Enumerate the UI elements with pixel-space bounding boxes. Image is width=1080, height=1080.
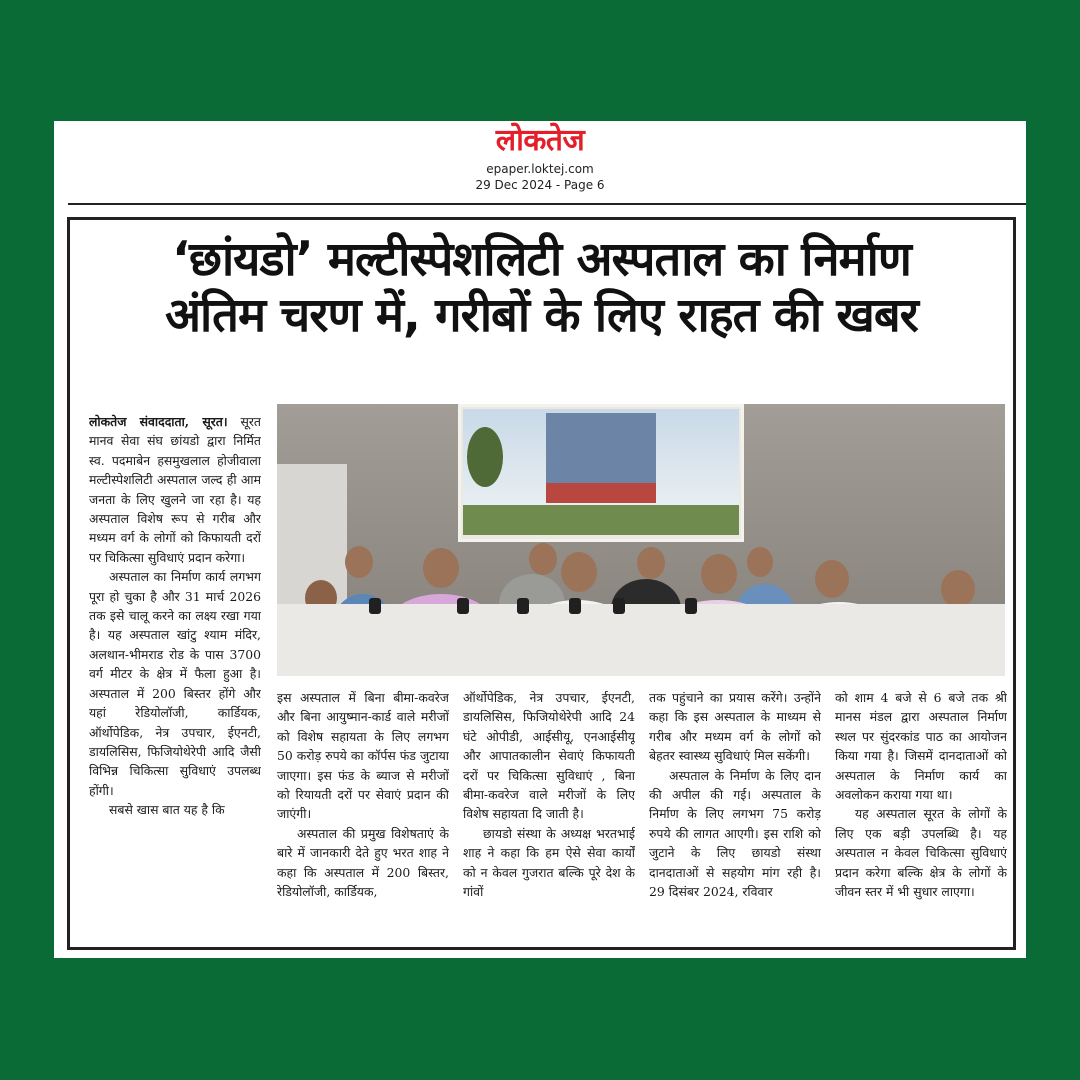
article-column-5 [835, 688, 1007, 942]
article-headline [70, 232, 1013, 344]
col1-paragraph-2: अस्पताल का निर्माण कार्य लगभग पूरा हो चुका है और 31 मार्च 2026 तक इसे चालू करने का लक्ष्य रखा गया है। यह अस्पताल खांटु श्याम मंदिर, अलथान-भीमराड रोड के पास 3700 वर्ग मीटर के क्षेत्र में फैला हुआ है। अस्पताल में 200 बिस्तर होंगे और यहां रेडियोलॉजी, कार्डियक, ऑर्थोपेडिक, नेत्र उपचार, ईएनटी, डायलिसिस, फिजियोथेरेपी आदि जैसी विभिन्न चिकित्सा सुविधाएं उपलब्ध होंगी। [89, 569, 261, 798]
photo-person-head [637, 547, 665, 579]
masthead [54, 121, 1026, 203]
col4-paragraph-2: अस्पताल के निर्माण के लिए दान की अपील की गई। अस्पताल के निर्माण के लिए लगभग 75 करोड़ रुपये की लागत आएगी। इस राशि को जुटाने के लिए छायडो संस्था दानदाताओं से सहयोग मांग रही है। 29 दिसंबर 2024, रविवार [649, 767, 821, 900]
col4-paragraph-1: तक पहुंचाने का प्रयास करेंगे। उन्होंने कहा कि इस अस्पताल के माध्यम से गरीब और मध्यम वर्ग के लोगों को बेहतर स्वास्थ्य सुविधाएं मिल सकेंगी। [649, 690, 821, 764]
col1-paragraph-3: सबसे खास बात यह है कि [109, 802, 225, 818]
photo-person-head [529, 543, 557, 575]
article-box [67, 217, 1016, 950]
article-column-4 [649, 688, 821, 942]
headline-line-2: अंतिम चरण में, गरीबों के लिए राहत की खबर [165, 288, 918, 343]
col3-paragraph-2: छायडो संस्था के अध्यक्ष भरतभाई शाह ने कहा कि हम ऐसे सेवा कार्यों को न केवल गुजरात बल्कि पूरे देश के गांवों [463, 825, 635, 900]
col5-paragraph-2: यह अस्पताल सूरत के लोगों के लिए एक बड़ी उपलब्धि है। यह अस्पताल न केवल चिकित्सा सुविधाएं प्रदान करेगा बल्कि क्षेत्र के लोगों के जीवन स्तर में भी सुधार लाएगा। [835, 806, 1007, 900]
hospital-rendering-board [458, 404, 744, 542]
photo-person-head [747, 547, 773, 577]
microphone-icon [457, 598, 469, 614]
photo-person-head [815, 560, 849, 598]
conference-table [277, 604, 1005, 676]
article-byline: लोकतेज संवाददाता, सूरत। [89, 414, 228, 429]
masthead-rule [68, 203, 1026, 205]
microphone-icon [569, 598, 581, 614]
article-column-2 [277, 688, 449, 942]
photo-person-head [941, 570, 975, 608]
col3-paragraph-1: ऑर्थोपेडिक, नेत्र उपचार, ईएनटी, डायलिसिस, फिजियोथेरेपी आदि 24 घंटे ओपीडी, आईसीयू, एनआईसीयू और आपातकालीन सेवाएं किफायती दरों पर चिकित्सा सुविधाएं , बिना बीमा-कवरेज वाले मरीजों के लिए विशेष सहायता दि जाती है। [463, 690, 635, 822]
col1-paragraph-1: सूरत मानव सेवा संघ छांयडो द्वारा निर्मित स्व. पदमाबेन हसमुखलाल होजीवाला मल्टीस्पेशलिटी अस्पताल जल्द ही आम जनता के लिए खुलने जा रहा है। यह अस्पताल विशेष रूप से गरीब और मध्यम वर्ग के लोगों को किफायती दरों पर चिकित्सा सुविधाएं प्रदान करेगा। [89, 414, 261, 565]
photo-person-head [423, 548, 459, 588]
microphone-icon [369, 598, 381, 614]
col5-paragraph-1: को शाम 4 बजे से 6 बजे तक श्री मानस मंडल द्वारा अस्पताल निर्माण स्थल पर सुंदरकांड पाठ का आयोजन किया गया है। जिसमें दानदाताओं को अस्पताल के निर्माण कार्य का अवलोकन कराया गया था। [835, 690, 1007, 803]
col2-paragraph-2: अस्पताल की प्रमुख विशेषताएं के बारे में जानकारी देते हुए भरत शाह ने कहा कि अस्पताल में 200 बिस्तर, रेडियोलॉजी, कार्डियक, [277, 825, 449, 900]
microphone-icon [613, 598, 625, 614]
newspaper-logo: लोकतेज [495, 123, 585, 158]
press-conference-photo [277, 404, 1005, 676]
photo-person-head [345, 546, 373, 578]
site-url: epaper.loktej.com [486, 162, 594, 176]
photo-person-head [701, 554, 737, 594]
photo-person-head [561, 552, 597, 592]
microphone-icon [517, 598, 529, 614]
microphone-icon [685, 598, 697, 614]
col2-paragraph-1: इस अस्पताल में बिना बीमा-कवरेज और बिना आयुष्मान-कार्ड वाले मरीजों को विशेष सहायता के लिए लगभग 50 करोड़ रुपये का कॉर्पस फंड जुटाया जाएगा। इस फंड के ब्याज से मरीजों को रियायती दरों पर सेवाएं प्रदान की जाएंगी। [277, 690, 449, 822]
newspaper-clipping [54, 121, 1026, 958]
headline-line-1: ‘छांयडो’ मल्टीस्पेशलिटी अस्पताल का निर्माण [172, 232, 911, 287]
article-column-3 [463, 688, 635, 942]
page-dateline: 29 Dec 2024 - Page 6 [475, 178, 605, 192]
article-column-1 [89, 412, 261, 942]
